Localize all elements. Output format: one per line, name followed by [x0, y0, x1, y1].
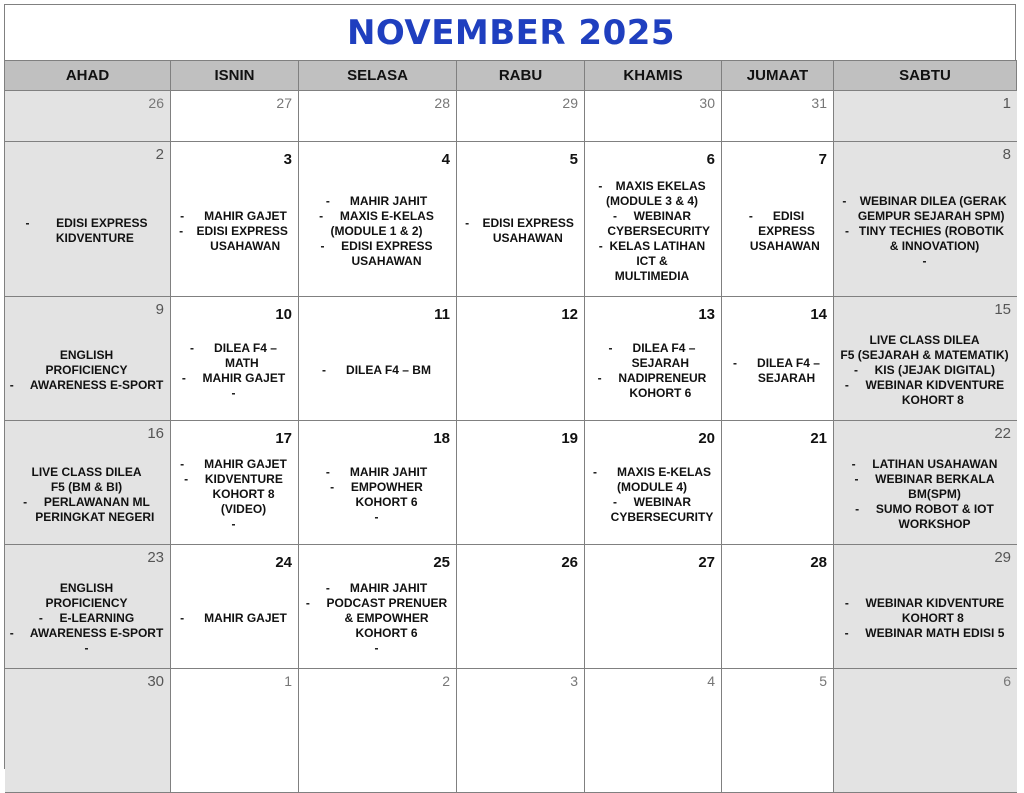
event-list: [303, 573, 450, 664]
event-text: LIVE CLASS DILEA F5 (BM & BI) - PERLAWANAN ML PERINGKAT NEGERI: [23, 464, 155, 524]
day-number: 6: [1003, 673, 1011, 689]
day-number: 4: [707, 673, 715, 689]
event-list: [175, 170, 292, 292]
day-cell: [722, 142, 834, 297]
calendar-grid: [4, 4, 1016, 769]
day-cell: [834, 142, 1017, 297]
day-number: 17: [275, 430, 292, 447]
day-cell: [585, 297, 722, 421]
event-text: - DILEA F4 – SEJARAH - NADIPRENEUR KOHORT 6: [597, 340, 707, 400]
event-text: - DILEA F4 – BM: [322, 363, 431, 377]
weekday-header-selasa: SELASA: [299, 61, 457, 91]
day-number: 11: [434, 306, 450, 323]
weekday-header-rabu: RABU: [457, 61, 585, 91]
day-number: 25: [433, 554, 450, 571]
day-number: 1: [1002, 95, 1011, 112]
day-number: 3: [570, 673, 578, 689]
event-list: [589, 170, 715, 292]
day-cell: [585, 669, 722, 793]
event-text: - MAXIS E-KELAS (MODULE 4) - WEBINAR CYBERSECURITY: [592, 464, 714, 524]
day-number: 2: [155, 146, 164, 163]
day-cell: [457, 91, 585, 142]
event-list: [9, 573, 164, 664]
day-number: 26: [561, 554, 578, 571]
day-cell: [171, 669, 299, 793]
day-number: 9: [155, 301, 164, 318]
day-number: 19: [561, 430, 578, 447]
event-text: - MAHIR JAHIT - PODCAST PRENUER & EMPOWHER KOHORT 6 -: [305, 581, 448, 655]
day-number: 16: [147, 425, 164, 442]
day-number: 10: [275, 306, 292, 323]
day-number: 30: [147, 673, 164, 690]
event-list: [9, 170, 164, 292]
day-cell: [299, 669, 457, 793]
day-cell: [5, 91, 171, 142]
day-number: 27: [276, 95, 292, 111]
event-list: [175, 573, 292, 664]
day-cell: [722, 669, 834, 793]
event-text: - WEBINAR KIDVENTURE KOHORT 8 - WEBINAR MATH EDISI 5: [844, 596, 1005, 640]
day-cell: [299, 545, 457, 669]
day-number: 28: [434, 95, 450, 111]
day-number: 31: [811, 95, 827, 111]
event-list: [303, 325, 450, 416]
day-cell: [722, 297, 834, 421]
event-list: [175, 449, 292, 540]
day-number: 7: [818, 151, 827, 168]
day-number: 1: [284, 673, 292, 689]
event-text: - EDISI EXPRESS KIDVENTURE: [25, 216, 148, 245]
event-list: [175, 325, 292, 416]
day-number: 5: [569, 151, 578, 168]
day-cell: [457, 545, 585, 669]
day-number: 20: [698, 430, 715, 447]
event-list: [589, 325, 715, 416]
day-cell: [834, 545, 1017, 669]
event-list: [726, 170, 827, 292]
day-cell: [171, 421, 299, 545]
day-cell: [5, 297, 171, 421]
day-number: 2: [442, 673, 450, 689]
day-number: 29: [562, 95, 578, 111]
day-number: 29: [994, 549, 1011, 566]
event-text: - WEBINAR DILEA (GERAK GEMPUR SEJARAH SPM) - TINY TECHIES (ROBOTIK & INNOVATION) -: [842, 193, 1007, 268]
weekday-header-khamis: KHAMIS: [585, 61, 722, 91]
day-cell: [171, 545, 299, 669]
event-text: - MAHIR GAJET - EDISI EXPRESS USAHAWAN: [179, 208, 288, 253]
day-cell: [457, 142, 585, 297]
weekday-header-sabtu: SABTU: [834, 61, 1017, 91]
event-list: [838, 573, 1011, 664]
event-list: [726, 325, 827, 416]
day-cell: [834, 669, 1017, 793]
event-list: [838, 449, 1011, 540]
day-number: 21: [810, 430, 827, 447]
day-number: 26: [148, 95, 164, 111]
day-cell: [722, 91, 834, 142]
day-cell: [585, 91, 722, 142]
day-cell: [299, 297, 457, 421]
day-number: 18: [433, 430, 450, 447]
day-cell: [299, 421, 457, 545]
day-cell: [5, 545, 171, 669]
day-cell: [5, 669, 171, 793]
day-cell: [585, 545, 722, 669]
event-text: - EDISI EXPRESS USAHAWAN: [465, 216, 574, 245]
event-list: [838, 325, 1011, 416]
event-text: ENGLISH PROFICIENCY - AWARENESS E-SPORT: [9, 348, 164, 392]
day-cell: [5, 142, 171, 297]
day-number: 8: [1002, 146, 1011, 163]
day-cell: [722, 545, 834, 669]
event-text: - MAHIR JAHIT - EMPOWHER KOHORT 6 -: [325, 464, 428, 524]
day-number: 5: [819, 673, 827, 689]
day-cell: [457, 297, 585, 421]
day-number: 14: [810, 306, 827, 323]
event-list: [838, 170, 1011, 292]
day-number: 15: [994, 301, 1011, 318]
event-text: - DILEA F4 – MATH - MAHIR GAJET -: [181, 340, 286, 400]
day-number: 28: [810, 554, 827, 571]
day-number: 30: [699, 95, 715, 111]
day-number: 4: [441, 151, 450, 168]
day-number: 12: [561, 306, 578, 323]
day-cell: [834, 91, 1017, 142]
event-list: [461, 170, 578, 292]
event-list: [303, 449, 450, 540]
day-cell: [457, 669, 585, 793]
day-cell: [457, 421, 585, 545]
event-text: ENGLISH PROFICIENCY - E-LEARNING - AWARENESS E-SPORT -: [9, 581, 164, 655]
day-cell: [585, 421, 722, 545]
event-text: LIVE CLASS DILEA F5 (SEJARAH & MATEMATIK) - KIS (JEJAK DIGITAL) - WEBINAR KIDVENTURE KOHORT 8: [840, 333, 1009, 407]
day-number: 22: [994, 425, 1011, 442]
day-cell: [834, 297, 1017, 421]
event-list: [303, 170, 450, 292]
day-number: 23: [147, 549, 164, 566]
event-list: [9, 325, 164, 416]
day-cell: [171, 142, 299, 297]
day-cell: [5, 421, 171, 545]
day-cell: [834, 421, 1017, 545]
weekday-header-jumaat: JUMAAT: [722, 61, 834, 91]
event-text: - MAXIS EKELAS (MODULE 3 & 4) - WEBINAR CYBERSECURITY - KELAS LATIHAN ICT & MULTIMEDIA: [598, 178, 710, 283]
event-text: - LATIHAN USAHAWAN - WEBINAR BERKALA BM(SPM) - SUMO ROBOT & IOT WORKSHOP: [851, 457, 998, 531]
event-list: [9, 449, 164, 540]
day-number: 6: [706, 151, 715, 168]
event-text: - MAHIR JAHIT - MAXIS E-KELAS (MODULE 1 & 2) - EDISI EXPRESS USAHAWAN: [319, 193, 434, 268]
calendar-title: NOVEMBER 2025: [5, 5, 1017, 61]
day-cell: [299, 91, 457, 142]
day-number: 13: [698, 306, 715, 323]
event-text: - MAHIR GAJET - KIDVENTURE KOHORT 8 (VIDEO) -: [180, 457, 287, 531]
day-cell: [171, 297, 299, 421]
day-cell: [722, 421, 834, 545]
day-number: 24: [275, 554, 292, 571]
day-number: 3: [283, 151, 292, 168]
weekday-header-isnin: ISNIN: [171, 61, 299, 91]
event-list: [589, 449, 715, 540]
event-text: - EDISI EXPRESS USAHAWAN: [748, 208, 820, 253]
weekday-header-ahad: AHAD: [5, 61, 171, 91]
event-text: - MAHIR GAJET: [180, 611, 287, 625]
day-cell: [585, 142, 722, 297]
day-cell: [171, 91, 299, 142]
day-number: 27: [698, 554, 715, 571]
event-text: - DILEA F4 – SEJARAH: [733, 355, 820, 385]
day-cell: [299, 142, 457, 297]
